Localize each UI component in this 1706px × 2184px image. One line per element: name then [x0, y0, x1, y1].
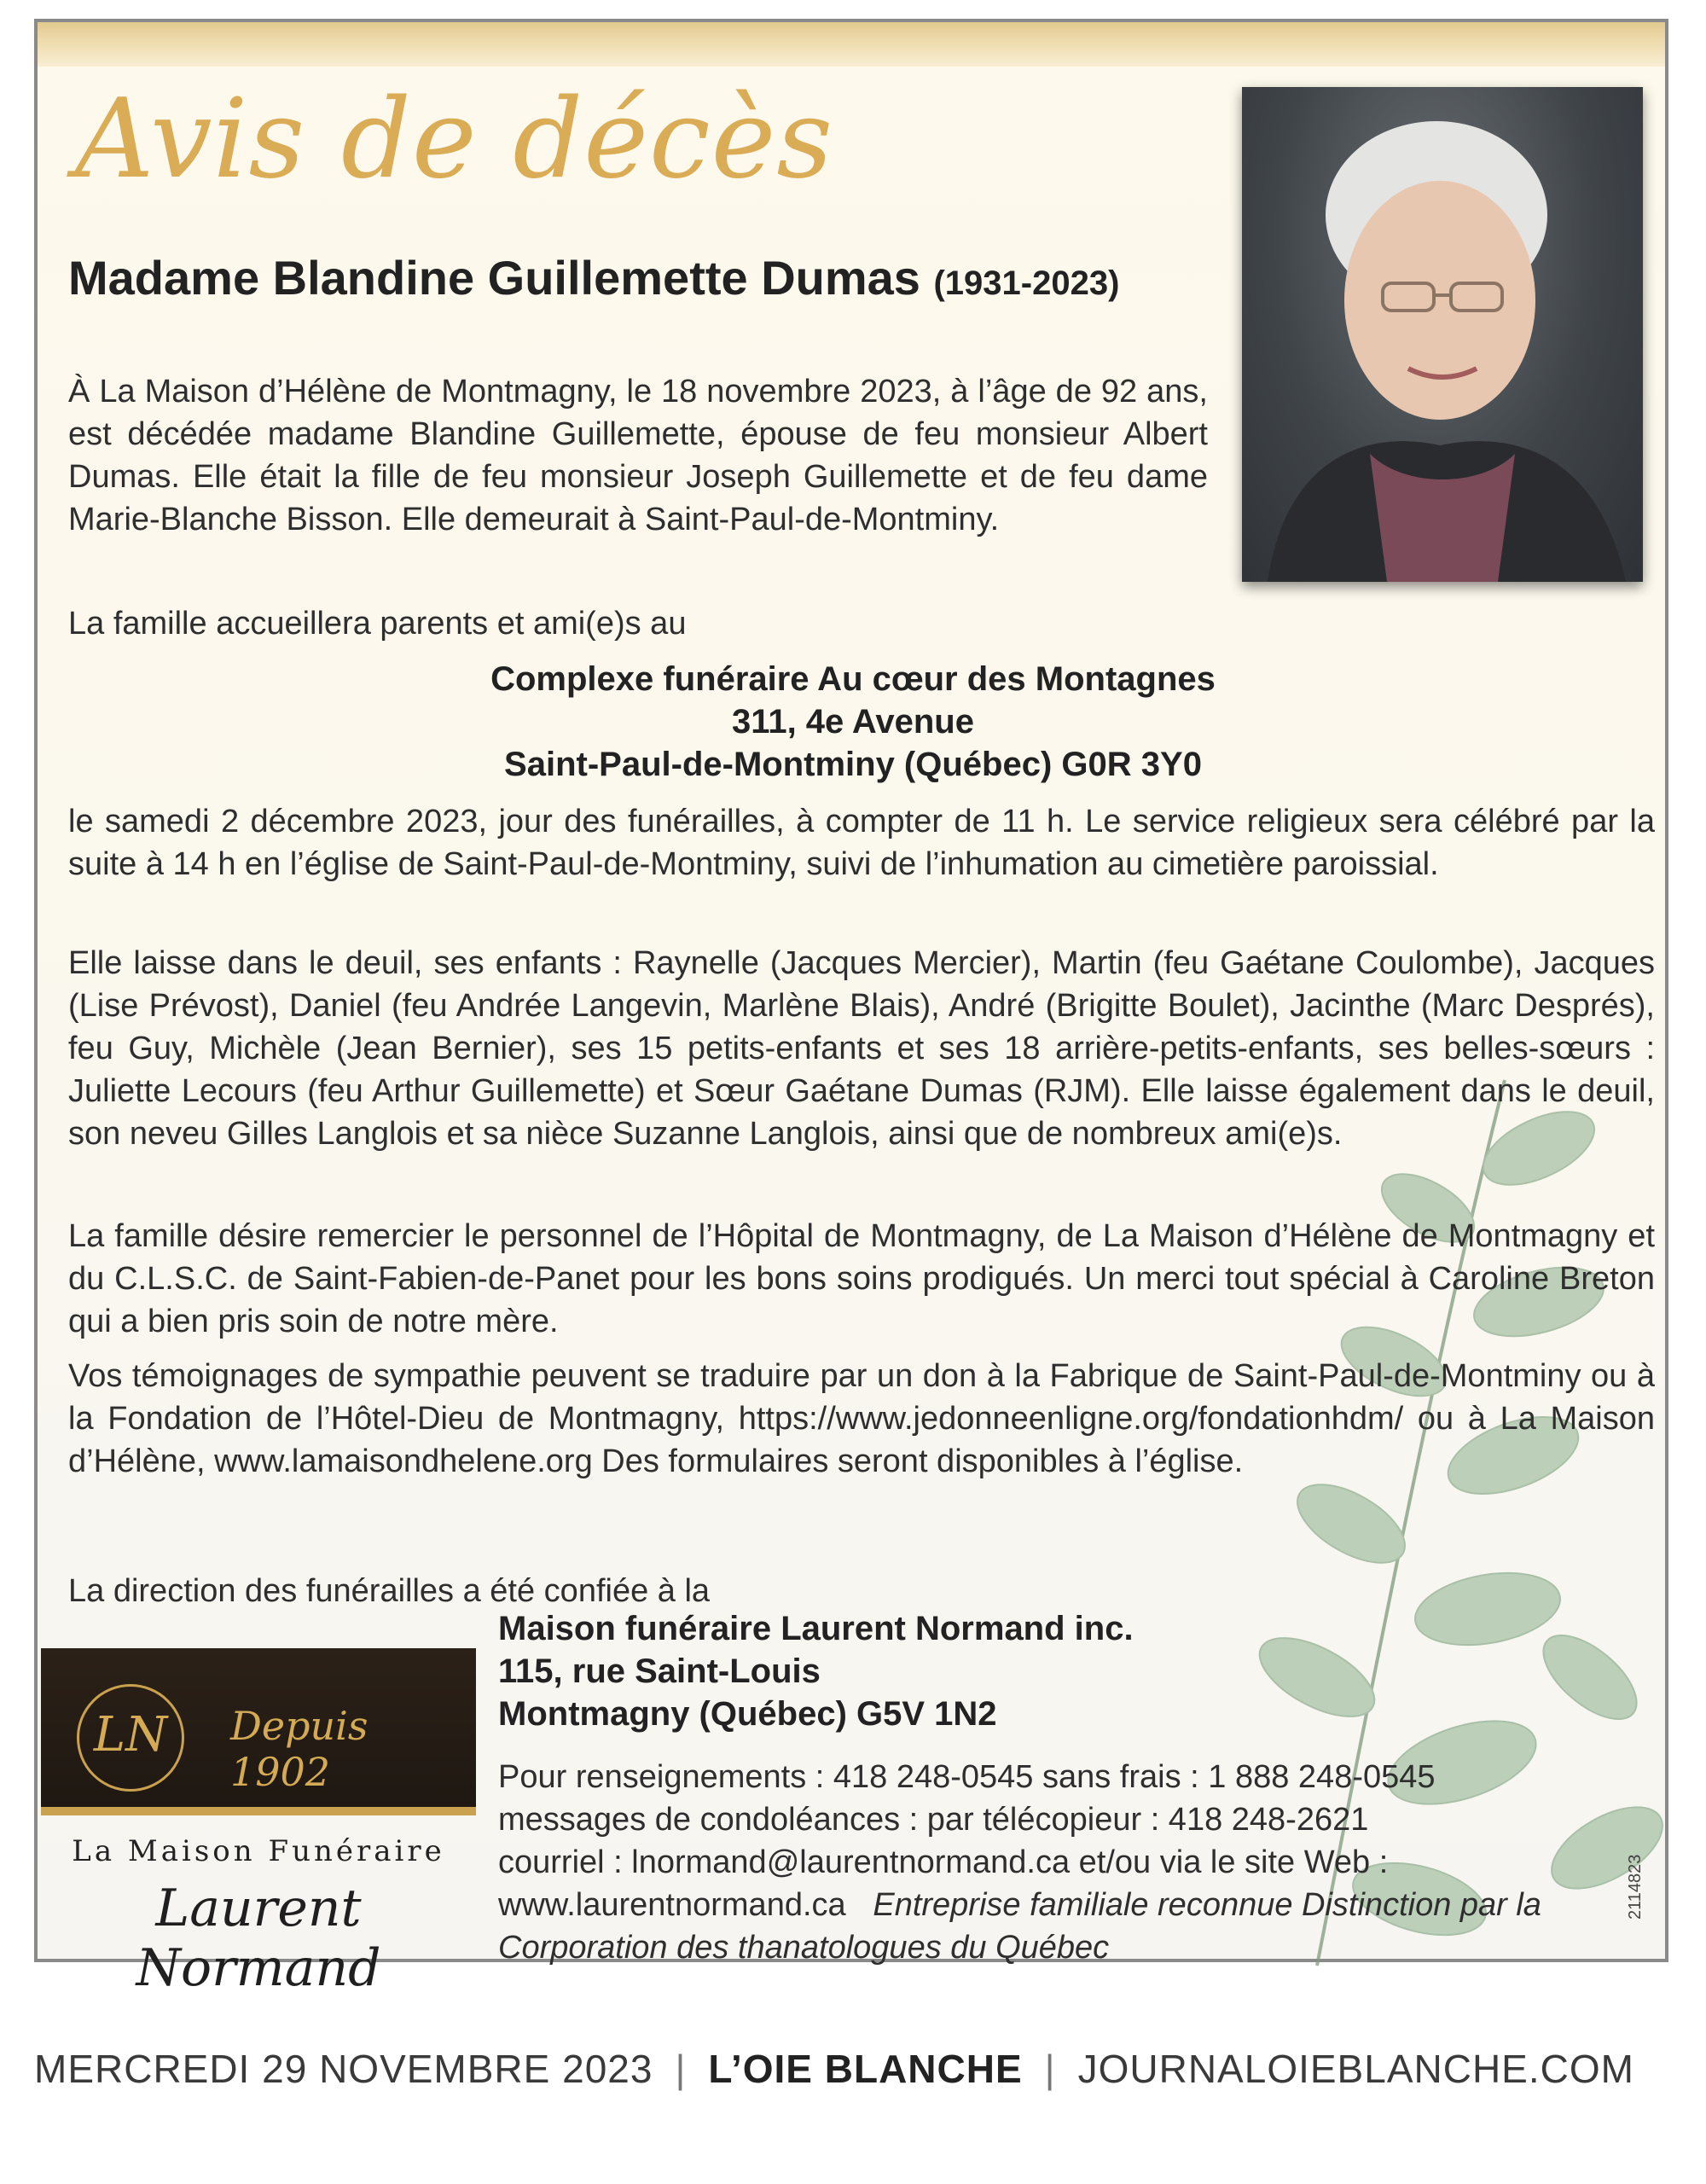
logo-since: Depuis 1902 [230, 1703, 368, 1795]
venue-city: Saint-Paul-de-Montminy (Québec) G0R 3Y0 [504, 746, 1202, 783]
contact-fax: messages de condoléances : par télécopieur : 418 248-2621 [498, 1802, 1369, 1838]
footer-date: MERCREDI 29 NOVEMBRE 2023 [34, 2047, 653, 2091]
footer-separator: | [1044, 2047, 1056, 2091]
contact-email: courriel : lnormand@laurentnormand.ca et/ou via le site Web : [498, 1844, 1389, 1880]
website-link[interactable]: www.laurentnormand.ca [498, 1887, 846, 1923]
funeral-direction-intro: La direction des funérailles a été confiée à la [68, 1573, 711, 1609]
funeral-home-contact [498, 1756, 1633, 1969]
ln-monogram: LN [77, 1684, 184, 1792]
deceased-name [68, 248, 1119, 313]
venue-street: 311, 4e Avenue [732, 703, 974, 741]
death-announcement-paragraph: À La Maison d’Hélène de Montmagny, le 18 novembre 2023, à l’âge de 92 ans, est décédée madame Blandine Guillemette, épouse de feu monsieur Albert Dumas. Elle était la fille de feu monsieur Joseph Guillemette et de feu dame Marie-Blanche Bisson. Elle demeurait à Saint-Paul-de-Montminy. [68, 374, 1208, 537]
page-title: Avis de décès [75, 76, 834, 203]
funeral-home-address [498, 1607, 1134, 1735]
obituary-frame [34, 19, 1668, 1998]
funeral-home-logo [41, 1648, 476, 1815]
logo-name: Laurent Normand [136, 1879, 381, 1998]
ad-number: 2114823 [1626, 1854, 1645, 1920]
funeral-home-city: Montmagny (Québec) G5V 1N2 [498, 1695, 997, 1733]
contact-phone: Pour renseignements : 418 248-0545 sans frais : 1 888 248-0545 [498, 1759, 1436, 1795]
visitation-intro: La famille accueillera parents et ami(e)s au [68, 606, 687, 642]
funeral-home-street: 115, rue Saint-Louis [498, 1653, 821, 1690]
gold-header-bar [38, 22, 1665, 67]
service-paragraph: le samedi 2 décembre 2023, jour des funérailles, à compter de 11 h. Le service religieux sera célébré par la suite à 14 h en l’église de Saint-Paul-de-Montminy, suivi de l’inhumation au cimetière paroissial. [68, 804, 1655, 882]
venue-address [68, 658, 1638, 786]
thanks-paragraph: La famille désire remercier le personnel de l’Hôpital de Montmagny, de La Maison d’Hélène de Montmagny et du C.L.S.C. de Saint-Fabien-de-Panet pour les bons soins prodigués. Un merci tout spécial à Caroline Breton qui a bien pris soin de notre mère. [68, 1218, 1655, 1339]
donations-paragraph: Vos témoignages de sympathie peuvent se traduire par un don à la Fabrique de Saint-Paul-de-Montminy ou à la Fondation de l’Hôtel-Dieu de Montmagny, https://www.jedonneenligne.org/fondationhdm/ ou à La Maison d’Hélène, www.lamaisondhelene.org Des formulaires seront disponibles à l’église. [68, 1358, 1655, 1479]
logo-subtitle: La Maison Funéraire [72, 1834, 445, 1868]
footer-website[interactable]: JOURNALOIEBLANCHE.COM [1077, 2047, 1634, 2091]
newspaper-footer [34, 2043, 1672, 2094]
portrait-photo [1242, 87, 1643, 582]
footer-separator: | [675, 2047, 687, 2091]
venue-name: Complexe funéraire Au cœur des Montagnes [490, 660, 1216, 698]
survivors-paragraph: Elle laisse dans le deuil, ses enfants : Raynelle (Jacques Mercier), Martin (feu Gaétane Coulombe), Jacques (Lise Prévost), Daniel (feu Andrée Langevin, Marlène Blais), André (Brigitte Boulet), Jacinthe (Marc Després), feu Guy, Michèle (Jean Bernier), ses 15 petits-enfants et ses 18 arrière-petits-enfants, ses belles-sœurs : Juliette Lecours (feu Arthur Guillemette) et Sœur Gaétane Dumas (RJM). Elle laisse également dans le deuil, son neveu Gilles Langlois et sa nièce Suzanne Langlois, ainsi que de nombreux ami(e)s. [68, 945, 1655, 1152]
deceased-years: (1931-2023) [933, 264, 1120, 302]
funeral-home-name: Maison funéraire Laurent Normand inc. [498, 1610, 1134, 1647]
distinction-text: Entreprise familiale reconnue Distinction par la Corporation des thanatologues du Québec [498, 1887, 1541, 1966]
deceased-full-name: Madame Blandine Guillemette Dumas [68, 251, 920, 305]
footer-paper-name: L’OIE BLANCHE [708, 2047, 1023, 2091]
